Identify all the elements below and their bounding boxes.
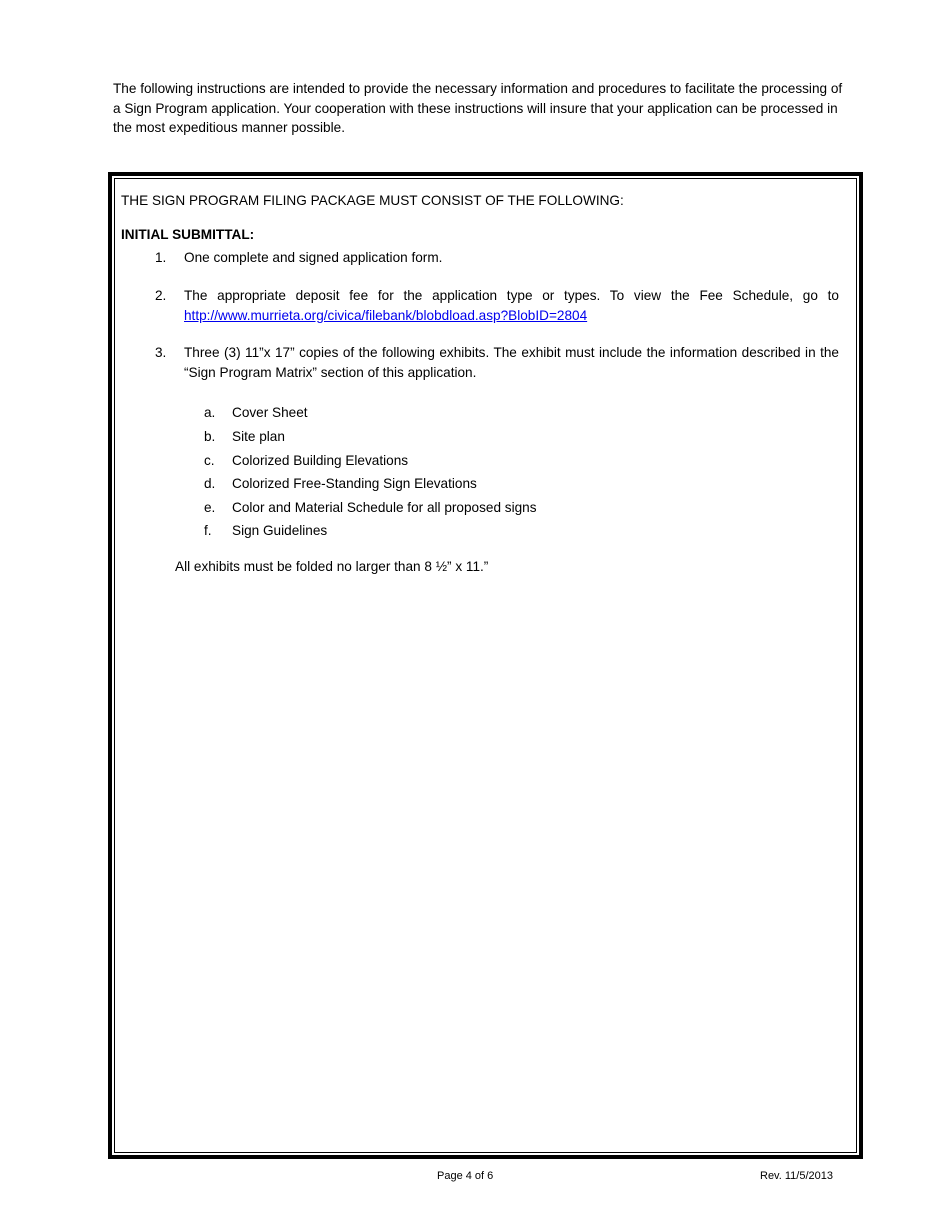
exhibit-item: Color and Material Schedule for all proposed signs [232,500,537,515]
folding-note: All exhibits must be folded no larger than 8 ½” x 11.” [175,559,489,574]
filing-package-box [108,172,863,1159]
intro-paragraph: The following instructions are intended to provide the necessary information and procedures to facilitate the processing of a Sign Program application. Your cooperation with these instructions will insure that your application can be processed in the most expeditious manner possible. [113,81,843,135]
exhibit-item: Colorized Building Elevations [232,453,409,468]
fee-schedule-link[interactable]: http://www.murrieta.org/civica/filebank/blobdload.asp?BlobID=2804 [184,307,588,323]
revision-date: Rev. 11/5/2013 [760,1170,833,1182]
item-number: 3. [155,345,167,360]
exhibit-letter: d. [204,476,216,491]
exhibit-letter: f. [204,523,212,538]
page-number: Page 4 of 6 [437,1170,494,1182]
item-number: 1. [155,250,167,265]
exhibit-item: Sign Guidelines [232,523,328,538]
item-text: The appropriate deposit fee for the application type or types. To view the Fee Schedule, go to [184,288,839,303]
exhibit-item: Site plan [232,429,285,444]
exhibit-letter: b. [204,429,216,444]
exhibit-letter: a. [204,405,216,420]
item-number: 2. [155,288,167,303]
exhibit-letter: c. [204,453,215,468]
box-heading: THE SIGN PROGRAM FILING PACKAGE MUST CONSIST OF THE FOLLOWING: [121,193,624,208]
item-fee-block [184,286,839,325]
exhibit-letter: e. [204,500,216,515]
item-text: Three (3) 11”x 17” copies of the following exhibits. The exhibit must include the information described in the “Sign Program Matrix” section of this application. [184,345,839,380]
exhibit-item: Cover Sheet [232,405,308,420]
filing-package-inner-border [114,178,857,1153]
exhibit-item: Colorized Free-Standing Sign Elevations [232,476,477,491]
item-text: One complete and signed application form. [184,250,443,265]
initial-submittal-heading: INITIAL SUBMITTAL: [121,227,255,242]
